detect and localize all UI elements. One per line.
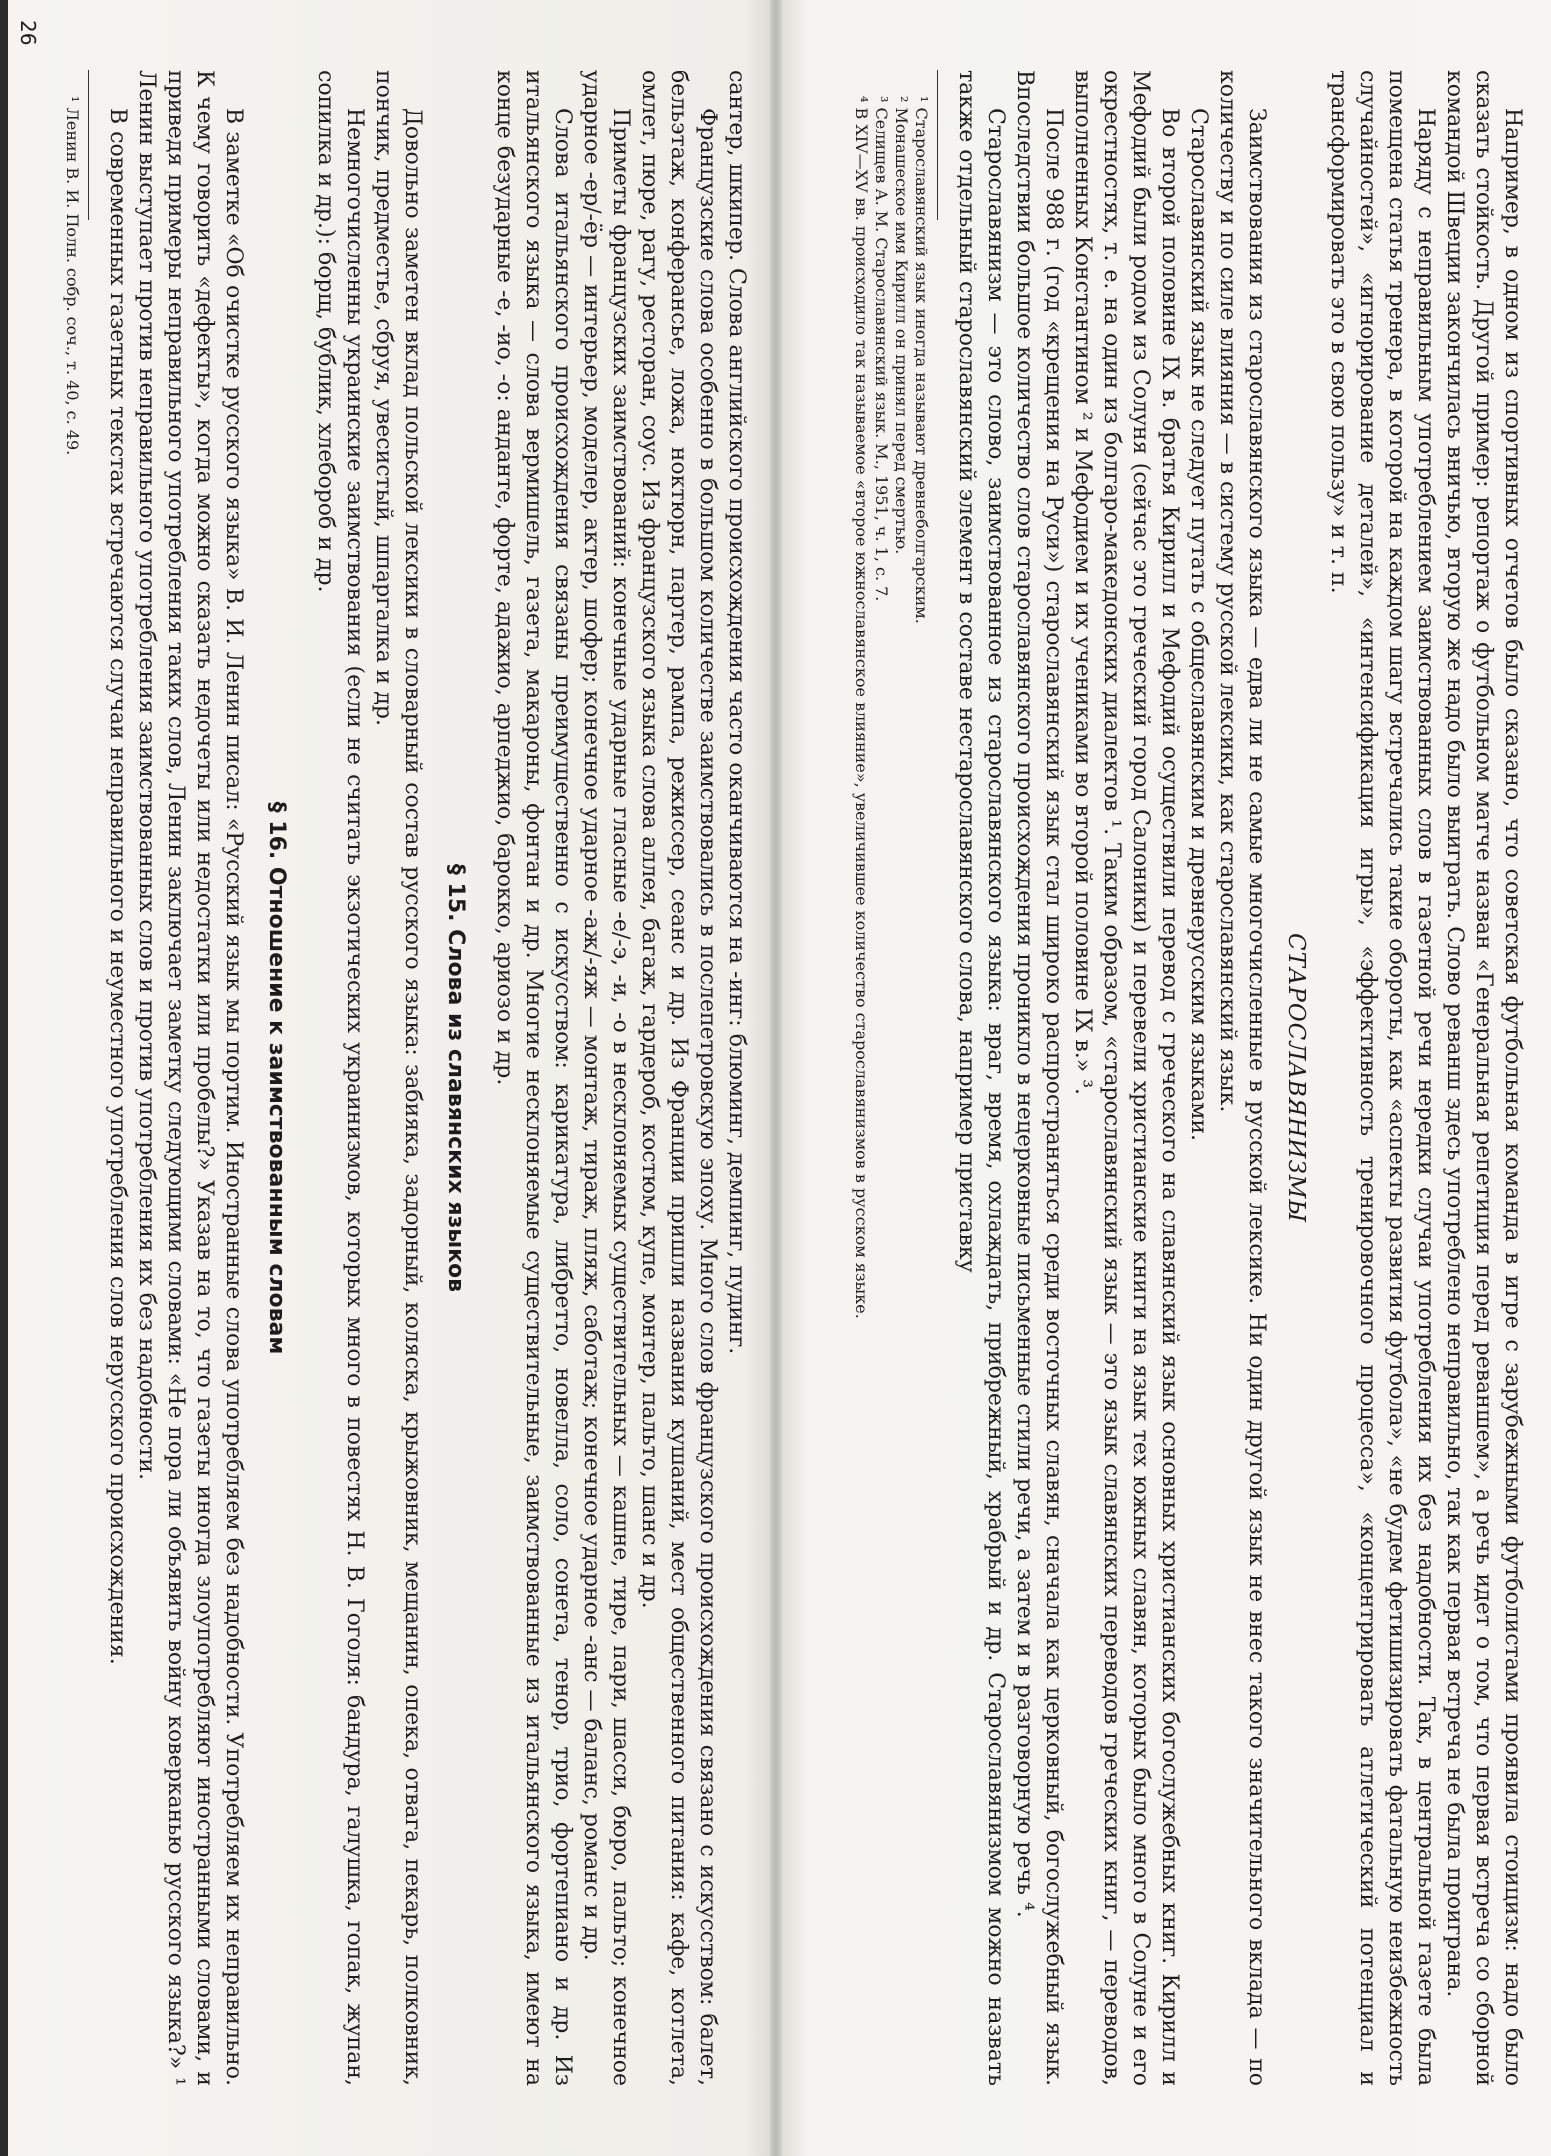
paragraph: В современных газетных текстах встречаются случаи неправильного и неуместного употребления слов нерусского происхождения. xyxy=(105,108,130,1665)
paragraph: Старославянизм — это слово, заимствованное из старославянского языка: враг, время, охлаждать, прибрежный, храбрый и др. Старославянизмом можно назвать также отдельный старославянский элемент в составе нестарославянского слова, например приставку xyxy=(954,70,1008,2086)
right-page xyxy=(776,0,1551,2156)
paragraph: сантер, шкипер. Слова английского происхождения часто оканчиваются на -инг: блюминг, демпинг, пудинг. xyxy=(724,70,749,1355)
footnote: ¹ Старославянский язык иногда называют древнеболгарским. xyxy=(912,96,931,624)
paragraph: Приметы французских заимствований: конечные ударные гласные -е/-э, -и, -о в несклоняемых существительных — кашне, тире, пари, шасси, бюро, пальто; конечное ударное -ер/-ёр — интерьер, моделер, актер, шофер; конечное ударное -аж/-яж — монтаж, тираж, пляж, саботаж; конечное ударное -анс — баланс, романс и др. xyxy=(579,70,633,2086)
paragraph: Довольно заметен вклад польской лексики в словарный состав русского языка: забияка, задорный, коляска, крыжовник, мещанин, опека, отвага, пекарь, полковник, пончик, предместье, сбруя, увесистый, шпаргалка и др. xyxy=(371,70,425,2086)
section-heading-16: § 16. Отношение к заимствованным словам xyxy=(264,801,289,1355)
footnote: ¹ Ленин В. И. Полн. собр. соч., т. 40, с. 49. xyxy=(63,96,82,456)
left-page xyxy=(0,0,775,2156)
footnote: ³ Селищев А. М. Старославянский язык. М., 1951, ч. 1, с. 7. xyxy=(872,96,891,602)
paragraph: Наряду с неправильным употреблением заимствованных слов в газетной речи нередки случаи употребления их без надобности. Так, в центральной газете была помещена статья тренера, в которой на каждом шагу встречались такие обороты, как «аспекты развития футбола», «не будем фетишизировать фатальную неизбежность случайностей», «игнорирование деталей», «интенсификация игры», «эффективность тренировочного процесса», «концентрировать атлетический потенциал и трансформировать это в свою пользу» и т. п. xyxy=(1326,70,1438,2086)
section-heading-staroslavyanizmy: СТАРОСЛАВЯНИЗМЫ xyxy=(1283,932,1309,1223)
footnote: ² Монашеское имя Кирилл он принял перед смертью. xyxy=(892,96,911,555)
paragraph: Слова итальянского происхождения связаны преимущественно с искусством: карикатура, либретто, новелла, соло, сонета, тенор, трио, фортепиано и др. Из итальянского языка — слова вермишель, газета, макароны, фонтан и др. Многие несклоняемые существительные, заимствованные из итальянского языка, имеют на конце безударные -е, -ио, -о: анданте, форте, адажио, арпеджио, барокко, ариозо и др. xyxy=(492,70,575,2086)
paragraph: Заимствования из старославянского языка — едва ли не самые многочисленные в русской лексике. Ни один другой язык не внес такого значительного вклада — по количеству и по силе влияния — в систему русской лексики, как старославянский язык. xyxy=(1215,70,1269,2086)
paragraph: Немногочисленны украинские заимствования (если не считать экзотических украинизмов, которых много в повестях Н. В. Гоголя: бандура, галушка, гопак, жупан, сопилка и др.): борщ, бублик, хлебороб и др. xyxy=(313,70,367,2086)
footnote: ⁴ В XIV—XV вв. происходило так называемое «второе южнославянское влияние», увеличившее количество старославянизмов в русском языке. xyxy=(852,96,871,1319)
paragraph: После 988 г. (год «крещения на Руси») старославянский язык стал широко распространяться среди восточных славян, сначала как церковный, богослужебный язык. Впоследствии большое количество слов старославянского происхождения проникло в нецерковные письменные стили речи, а затем и в разговорную речь ⁴. xyxy=(1012,70,1066,2086)
page-number: 26 xyxy=(16,20,40,46)
section-heading-15: § 15. Слова из славянских языков xyxy=(443,863,468,1293)
paragraph: В заметке «Об очистке русского языка» В. И. Ленин писал: «Русский язык мы портим. Иностранные слова употребляем без надобности. Употребляем их неправильно. К чему говорить «дефекты», когда можно сказать недочеты или недостатки или пробелы?» Указав на то, что газеты иногда злоупотребляют иностранными словами, и приведя примеры неправильного употребления таких слов, Ленин заключает заметку следующими словами: «Не пора ли объявить войну коверканью русского языка?» ¹ Ленин выступает против неправильного употребления заимствованных слов и против употребления их без надобности. xyxy=(134,70,246,2086)
paragraph: Во второй половине IX в. братья Кирилл и Мефодий осуществили перевод с греческого на славянский язык основных христианских богослужебных книг. Кирилл и Мефодий были родом из Солуня (сейчас это греческий город Салоники) и перевели христианские книги на язык тех южных славян, которых было много в Солуне и его окрестностях, т. е. на один из болгаро-македонских диалектов ¹. Таким образом, «старославянский язык — это язык славянских переводов греческих книг, — переводов, выполненных Константином ² и Мефодием и их учениками во второй половине IX в.» ³. xyxy=(1070,70,1182,2086)
footnote-separator xyxy=(937,70,938,220)
paragraph: Французские слова особенно в большом количестве заимствовались в послепетровскую эпоху. Много слов французского происхождения связано с искусством: балет, бельэтаж, конферансье, ложа, ноктюрн, партер, рампа, режиссер, сеанс и др. Из Франции пришли названия кушаний, мест общественного питания: кафе, котлета, омлет, пюре, рагу, ресторан, соус. Из французского языка слова аллея, багаж, гардероб, костюм, купе, монтер, пальто, шанс и др. xyxy=(637,70,720,2086)
footnote-separator xyxy=(88,70,89,220)
paragraph: Старославянский язык не следует путать с общеславянским и древнерусским языками. xyxy=(1186,108,1211,1142)
paragraph: Например, в одном из спортивных отчетов было сказано, что советская футбольная команда в игре с зарубежными футболистами проявила стоицизм: надо было сказать стойкость. Другой пример: репортаж о футбольном матче назван «Генеральная репетиция перед реваншем», а речь идет о том, что первая встреча со сборной командой Швеции закончилась вничью, вторую же надо было выиграть. Слово реванш здесь употреблено неправильно, так как первая встреча не была проиграна. xyxy=(1442,70,1525,2086)
